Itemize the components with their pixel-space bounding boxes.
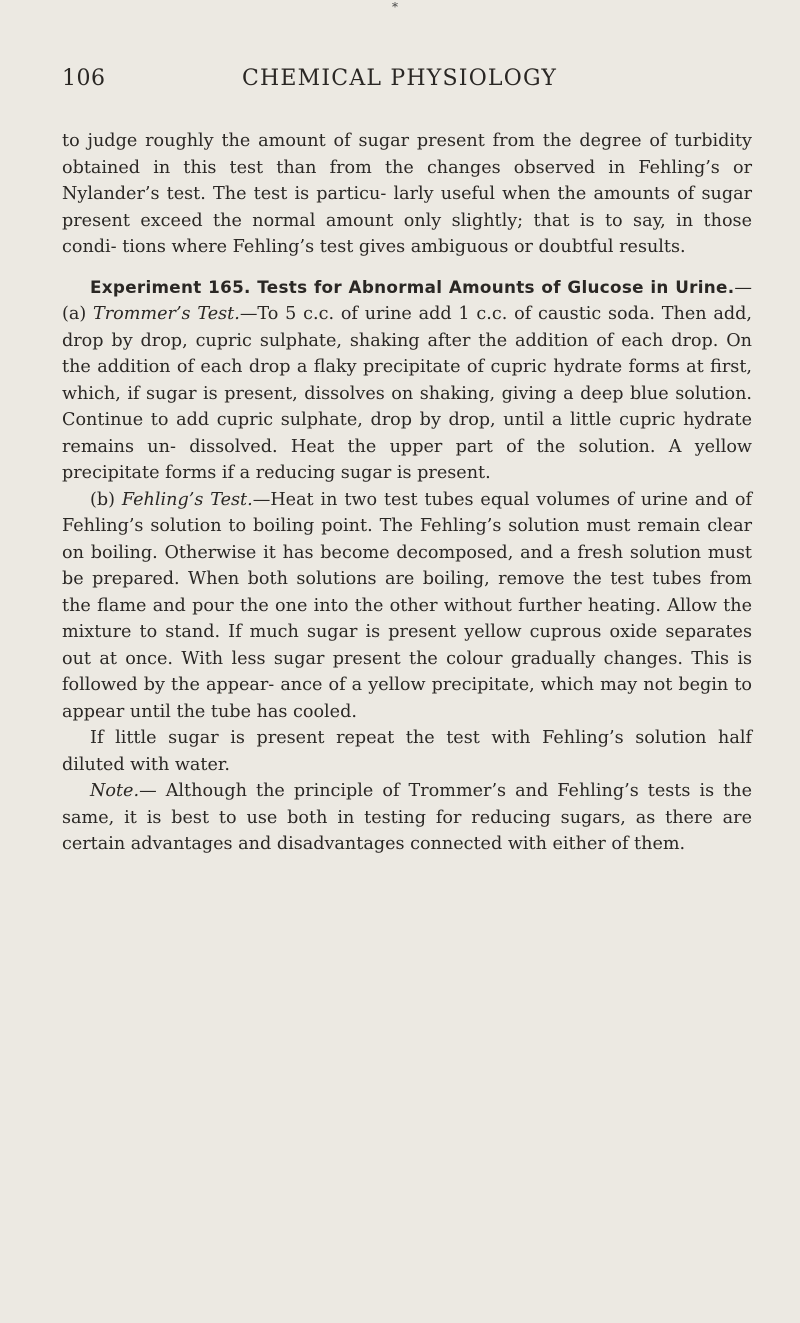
part-b-body: —Heat in two test tubes equal volumes of urine and of Fehling’s solution to boiling point. The Fehling’s solution must remain clear on boiling. Otherwise it has become decomposed, and a fresh solution must be prepared. When both solutions are boiling, remove the test tubes from the flame and pour the one into the other without further heating. Allow the mixture to stand. If much sugar is present yellow cuprous oxide separates out at once. With less sugar present the colour gradually changes. This is followed by the appear- ance of a yellow precipitate, which may not begin to appear until the tube has cooled. <box>62 489 752 722</box>
paragraph-fehlings-test <box>62 487 752 726</box>
body-text <box>62 128 752 858</box>
page-mark: * <box>392 0 398 14</box>
running-header <box>62 66 712 102</box>
paragraph-experiment-165 <box>62 274 752 487</box>
part-a-body: —To 5 c.c. of urine add 1 c.c. of caustic soda. Then add, drop by drop, cupric sulphate, shaking after the addition of each drop. On the addition of each drop a flaky precipitate of cupric hydrate forms at first, which, if sugar is present, dissolves on shaking, giving a deep blue solution. Continue to add cupric sulphate, drop by drop, until a little cupric hydrate remains un- dissolved. Heat the upper part of the solution. A yellow precipitate forms if a reducing sugar is present. <box>62 304 752 483</box>
running-title: CHEMICAL PHYSIOLOGY <box>242 66 558 91</box>
trommers-test-title: Trommer’s Test. <box>93 304 240 324</box>
note-label: Note. <box>90 781 140 801</box>
experiment-heading: Experiment 165. Tests for Abnormal Amounts of Glucose in Urine. <box>90 276 735 297</box>
fehlings-test-title: Fehling’s Test. <box>121 489 253 510</box>
paragraph-little-sugar: If little sugar is present repeat the test with Fehling’s solution half diluted with water. <box>62 728 752 775</box>
note-body: — Although the principle of Trommer’s and Fehling’s tests is the same, it is best to use both in testing for reducing sugars, as there are certain advantages and disadvantages connected with either of them. <box>62 781 752 854</box>
paragraph-note <box>62 778 752 858</box>
page-number: 106 <box>62 66 106 91</box>
paragraph-continuation: to judge roughly the amount of sugar present from the degree of turbidity obtained in this test than from the changes observed in Fehling’s or Nylander’s test. The test is particu- larly useful when the amounts of sugar present exceed the normal amount only slightly; that is to say, in those condi- tions where Fehling’s test gives ambiguous or doubtful results. <box>62 131 752 257</box>
part-b-label: (b) <box>90 489 115 510</box>
part-a-label: —(a) <box>62 277 752 324</box>
